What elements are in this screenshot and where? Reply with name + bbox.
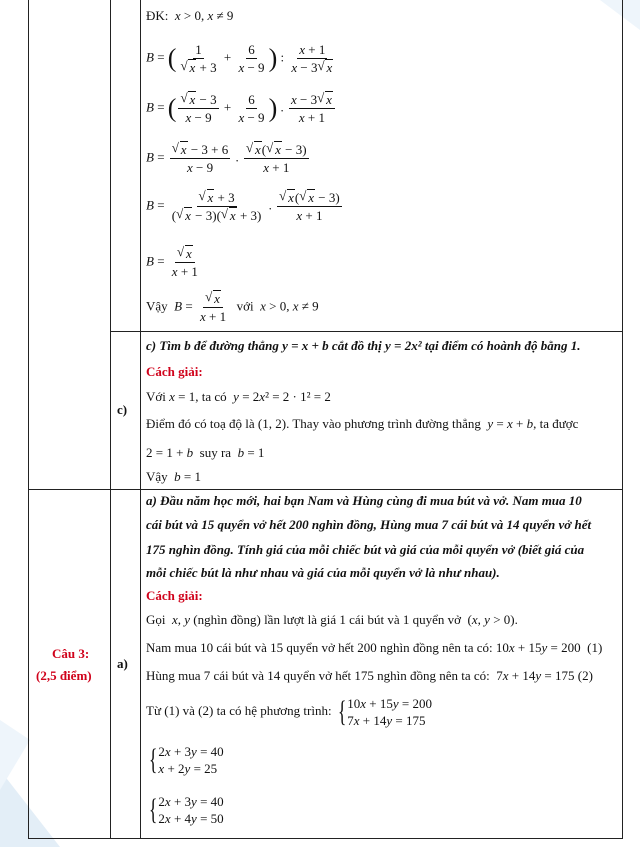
system-step-1: {2x + 3y = 40 x + 2y = 25	[148, 743, 224, 776]
part-a-label: a)	[117, 656, 128, 671]
equation-2-line: Hùng mua 7 cái bút và 14 quyển vở hết 175 nghìn đồng nên ta có: 7x + 14y = 175 (2)	[146, 668, 593, 683]
step-4: B = √ $\frac{x + 3}{(√ x - 3)(√ x + 3)}$ . √ $\frac{x(√ x - 3)}{x + 1}$	[146, 190, 344, 223]
part-a-heading: Cách giải:	[146, 588, 203, 603]
part-c-label: c)	[117, 402, 128, 417]
system-step-2: {2x + 3y = 40 2x + 4y = 50	[148, 793, 224, 826]
let-line: Gọi x, y (nghìn đồng) lần lượt là giá 1 cái bút và 1 quyển vở (x, y > 0).	[146, 612, 518, 627]
step-2: B = ( √ $\frac{x - 3}{x - 9}$ + $\frac{6}{x - 9}$ ) . $\frac{x - 3√ x}{x + 1}$	[146, 92, 337, 125]
question-line-1: a) Đầu năm học mới, hai bạn Nam và Hùng cùng đi mua bút và vở. Nam mua 10	[146, 493, 582, 508]
part-c-heading: Cách giải:	[146, 364, 203, 379]
part-c-line-1: Với x = 1, ta có y = 2x² = 2 · 1² = 2	[146, 389, 331, 404]
step-3: B = √ $\frac{x - 3 + 6}{x - 9}$ . √ $\frac{x(√ x - 3)}{x + 1}$	[146, 142, 311, 175]
part-c-line-2: Điểm đó có toạ độ là (1, 2). Thay vào phương trình đường thẳng y = x + b, ta được	[146, 416, 579, 431]
part-c-line-4: Vậy b = 1	[146, 469, 202, 484]
answer-table	[28, 0, 623, 839]
equation-1-line: Nam mua 10 cái bút và 15 quyển vở hết 200 nghìn đồng nên ta có: 10x + 15y = 200 (1)	[146, 640, 603, 655]
question-line-3: 175 nghìn đồng. Tính giá của mỗi chiếc bút và giá của mỗi quyển vở (biết giá của	[146, 542, 585, 557]
conclusion-b: Vậy B = √ $\frac{x}{x + 1}$ với x > 0, x ≠ 9	[146, 291, 319, 324]
question-3-label: Câu 3:	[52, 646, 90, 661]
part-c-line-3: 2 = 1 + b suy ra b = 1	[146, 445, 265, 460]
step-5: B = √ $\frac{x}{x + 1}$	[146, 246, 202, 279]
question-line-4: mỗi chiếc bút là như nhau và giá của mỗi quyển vở là như nhau).	[146, 565, 500, 580]
question-line-2: cái bút và 15 quyển vở hết 200 nghìn đồng, Hùng mua 7 cái bút và 14 quyển vở hết	[146, 517, 592, 532]
system-line: Từ (1) và (2) ta có hệ phương trình: {10x + 15y = 200 7x + 14y = 175	[146, 695, 432, 728]
question-3-points: (2,5 điểm)	[36, 668, 92, 683]
step-1: B = ( 1 √ x + 3 + $\frac{6}{x - 9}$ ) : $\frac{x + 1}{x - 3√ x}$	[146, 42, 337, 75]
condition-line: ĐK: x > 0, x ≠ 9	[146, 8, 234, 23]
part-c-question: c) Tìm b để đường thẳng y = x + b cắt đồ thị y = 2x² tại điểm có hoành độ bằng 1.	[146, 338, 581, 353]
